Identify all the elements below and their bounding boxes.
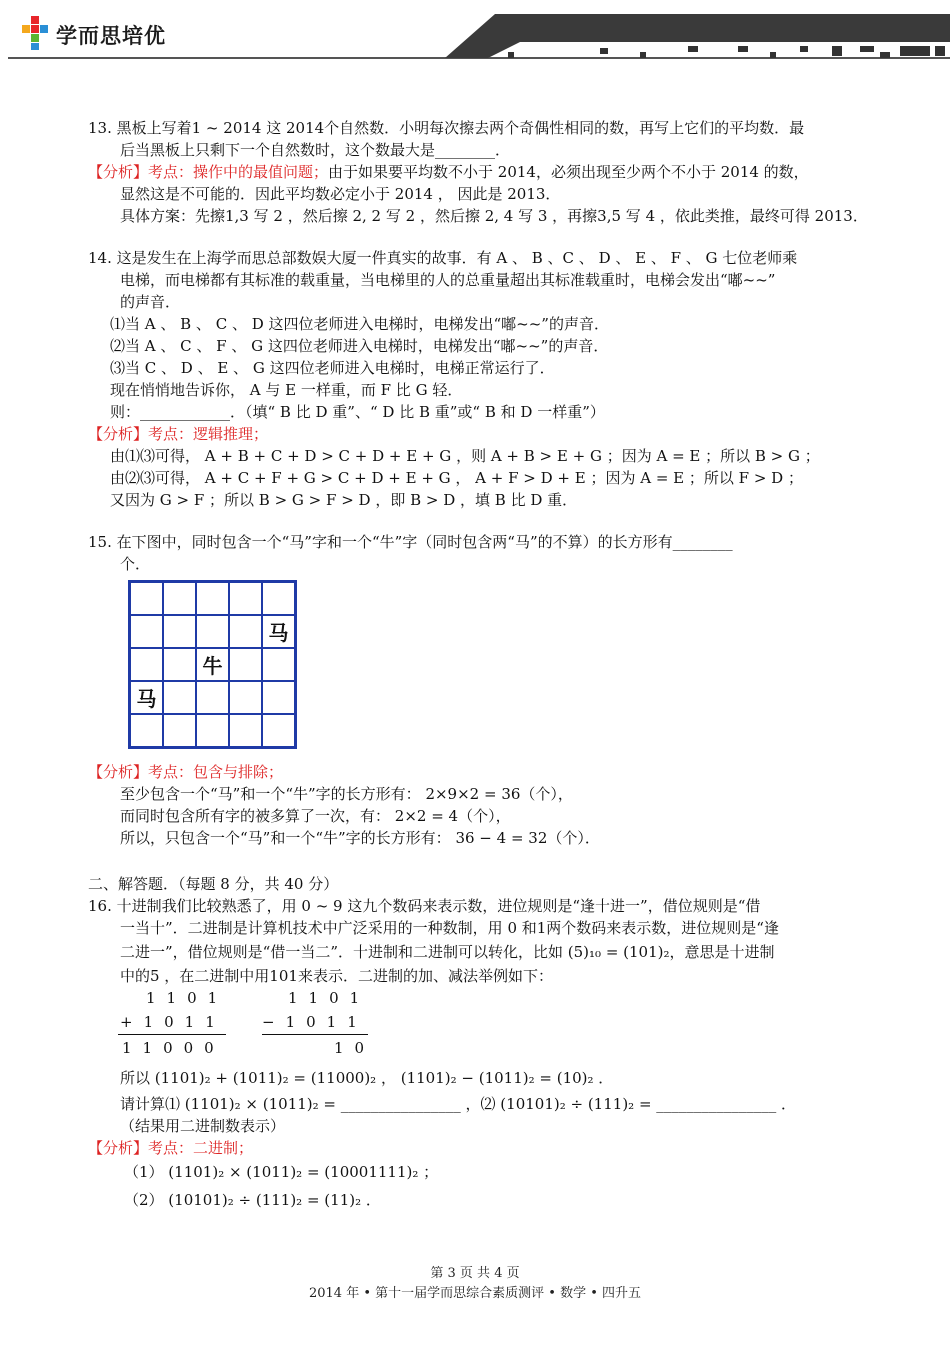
q13-answer-3: 具体方案：先擦1,3 写 2 ，然后擦 2, 2 写 2 ，然后擦 2, 4 写 3 ，再擦3,5 写 4 ，依此类推，最终可得 2013． xyxy=(120,207,868,225)
analysis-tag: 【分析】 xyxy=(88,163,149,181)
grid-row xyxy=(130,615,296,648)
q16-analysis xyxy=(88,1138,253,1158)
q16-line-1: 16. 十进制我们比较熟悉了，用 0 ~ 9 这九个数码来表示数，进位规则是“逢十进一”，借位规则是“借 xyxy=(88,897,761,915)
grid-cell xyxy=(196,714,229,748)
grid-cell xyxy=(163,615,196,648)
grid-cell xyxy=(130,615,164,648)
subtraction-operand: −1011 xyxy=(262,1013,368,1031)
analysis-tag: 【分析】 xyxy=(88,763,149,781)
analysis-tag: 【分析】 xyxy=(88,1139,149,1157)
grid-cell xyxy=(130,714,164,748)
grid-cell xyxy=(196,615,229,648)
q15-answer-3: 所以，只包含一个“马”和一个“牛”字的长方形有： 36 − 4 = 32（个）． xyxy=(120,829,600,847)
q13-analysis xyxy=(88,162,809,182)
addition-top: 1101 xyxy=(146,989,229,1007)
grid-cell xyxy=(130,648,164,681)
knowledge-point: 考点：操作中的最值问题； xyxy=(148,163,329,181)
q14-line-3: 的声音． xyxy=(120,293,181,311)
page-number: 第 3 页 共 4 页 xyxy=(430,1266,520,1281)
q14-answer-1: 由⑴⑶可得， A + B + C + D > C + D + E + G ，则 A + B > E + G ；因为 A = E ；所以 B > G ； xyxy=(110,447,820,465)
q16-answer-2: （2） (10101)₂ ÷ (111)₂ = (11)₂ ． xyxy=(124,1191,381,1209)
q16-line-5: 所以 (1101)₂ + (1011)₂ = (11000)₂ ， (1101)₂ − (1011)₂ = (10)₂ ． xyxy=(120,1069,614,1087)
grid-cell xyxy=(196,582,229,616)
q16-line-3: 二进一”，借位规则是“借一当二”．十进制和二进制可以转化，比如 (5)₁₀ = (101)₂，意思是十进制 xyxy=(120,943,775,961)
q14-condition-3: ⑶当 C 、 D 、 E 、 G 这四位老师进入电梯时，电梯正常运行了． xyxy=(110,359,555,377)
grid-row xyxy=(130,582,296,616)
q14-condition-1: ⑴当 A 、 B 、 C 、 D 这四位老师进入电梯时，电梯发出“嘟~~”的声音． xyxy=(110,315,609,333)
knowledge-point: 考点：逻辑推理； xyxy=(148,425,269,443)
q15-analysis xyxy=(88,762,283,782)
q14-fill-blank: 则：____________．（填“ B 比 D 重”、“ D 比 B 重”或“ B 和 D 一样重”） xyxy=(110,403,605,421)
q13-answer-1: 由于如果要平均数不小于 2014，必须出现至少两个不小于 2014 的数， xyxy=(328,163,809,181)
grid-row xyxy=(130,681,296,714)
q14-answer-3: 又因为 G > F ；所以 B > G > F > D ，即 B > D ，填 B 比 D 重． xyxy=(110,491,578,509)
q13-line-1: 13. 黑板上写着1 ~ 2014 这 2014个自然数．小明每次擦去两个奇偶性相同的数，再写上它们的平均数．最 xyxy=(88,119,805,137)
grid-cell xyxy=(163,582,196,616)
grid-cell xyxy=(229,648,262,681)
grid-cell xyxy=(130,582,164,616)
q16-line-2: 一当十”．二进制是计算机技术中广泛采用的一种数制，用 0 和1两个数码来表示数，进位规则是“逢 xyxy=(120,919,779,937)
grid-cell xyxy=(163,648,196,681)
grid-cell xyxy=(262,681,296,714)
grid-cell xyxy=(229,714,262,748)
grid-row xyxy=(130,714,296,748)
grid-cell xyxy=(163,714,196,748)
q16-line-7: （结果用二进制数表示） xyxy=(120,1117,286,1135)
character-grid xyxy=(128,580,297,749)
q14-line-2: 电梯，而电梯都有其标准的载重量，当电梯里的人的总重量超出其标准载重时，电梯会发出“嘟~~” xyxy=(120,271,776,289)
q16-line-6: 请计算⑴ (1101)₂ × (1011)₂ = ________________ ，⑵ (10101)₂ ÷ (111)₂ = ________________ ． xyxy=(120,1095,797,1113)
subtraction-top: 1101 xyxy=(288,989,371,1007)
addition-result: 11000 xyxy=(122,1039,225,1057)
analysis-tag: 【分析】 xyxy=(88,425,149,443)
grid-cell xyxy=(229,681,262,714)
footer-title: 2014 年 • 第十一届学而思综合素质测评 • 数学 • 四升五 xyxy=(308,1286,641,1301)
addition-rule xyxy=(118,1034,226,1035)
q16-answer-1: （1） (1101)₂ × (1011)₂ = (10001111)₂ ； xyxy=(124,1163,439,1181)
q15-answer-2: 而同时包含所有字的被多算了一次，有： 2×2 = 4（个）， xyxy=(120,807,511,825)
subtraction-result: 10 xyxy=(334,1039,376,1057)
grid-cell xyxy=(163,681,196,714)
q14-analysis xyxy=(88,424,268,444)
q14-line-1: 14. 这是发生在上海学而思总部数娱大厦一件真实的故事．有 A 、 B 、C 、 D 、 E 、 F 、 G 七位老师乘 xyxy=(88,249,798,267)
q13-line-2: 后当黑板上只剩下一个自然数时，这个数最大是________． xyxy=(120,141,511,159)
grid-cell xyxy=(262,714,296,748)
q14-condition-2: ⑵当 A 、 C 、 F 、 G 这四位老师进入电梯时，电梯发出“嘟~~”的声音． xyxy=(110,337,609,355)
section-2-title: 二、解答题．（每题 8 分，共 40 分） xyxy=(88,875,339,893)
q15-answer-1: 至少包含一个“马”和一个“牛”字的长方形有： 2×9×2 = 36（个）， xyxy=(120,785,573,803)
header-banner-graphic xyxy=(0,0,950,70)
grid-row xyxy=(130,648,296,681)
subtraction-rule xyxy=(262,1034,368,1035)
q14-answer-2: 由⑵⑶可得， A + C + F + G > C + D + E + G ， A + F > D + E ；因为 A = E ；所以 F > D ； xyxy=(110,469,803,487)
q15-line-2: 个． xyxy=(120,555,151,573)
q16-line-4: 中的5 ，在二进制中用101来表示．二进制的加、减法举例如下： xyxy=(120,967,553,985)
grid-cell: 牛 xyxy=(196,648,229,681)
grid-cell xyxy=(229,582,262,616)
knowledge-point: 考点：包含与排除； xyxy=(148,763,284,781)
q14-condition-4: 现在悄悄地告诉你， A 与 E 一样重，而 F 比 G 轻． xyxy=(110,381,463,399)
grid-cell: 马 xyxy=(130,681,164,714)
grid-cell xyxy=(196,681,229,714)
q13-answer-2: 显然这是不可能的．因此平均数必定小于 2014 ， 因此是 2013． xyxy=(120,185,561,203)
logo-text: 学而思培优 xyxy=(56,24,166,48)
q15-line-1: 15. 在下图中，同时包含一个“马”字和一个“牛”字（同时包含两“马”的不算）的长方形有________ xyxy=(88,533,733,551)
knowledge-point: 考点：二进制； xyxy=(148,1139,254,1157)
addition-operand: +1011 xyxy=(120,1013,226,1031)
grid-cell xyxy=(262,648,296,681)
grid-cell xyxy=(229,615,262,648)
grid-cell xyxy=(262,582,296,616)
grid-cell: 马 xyxy=(262,615,296,648)
